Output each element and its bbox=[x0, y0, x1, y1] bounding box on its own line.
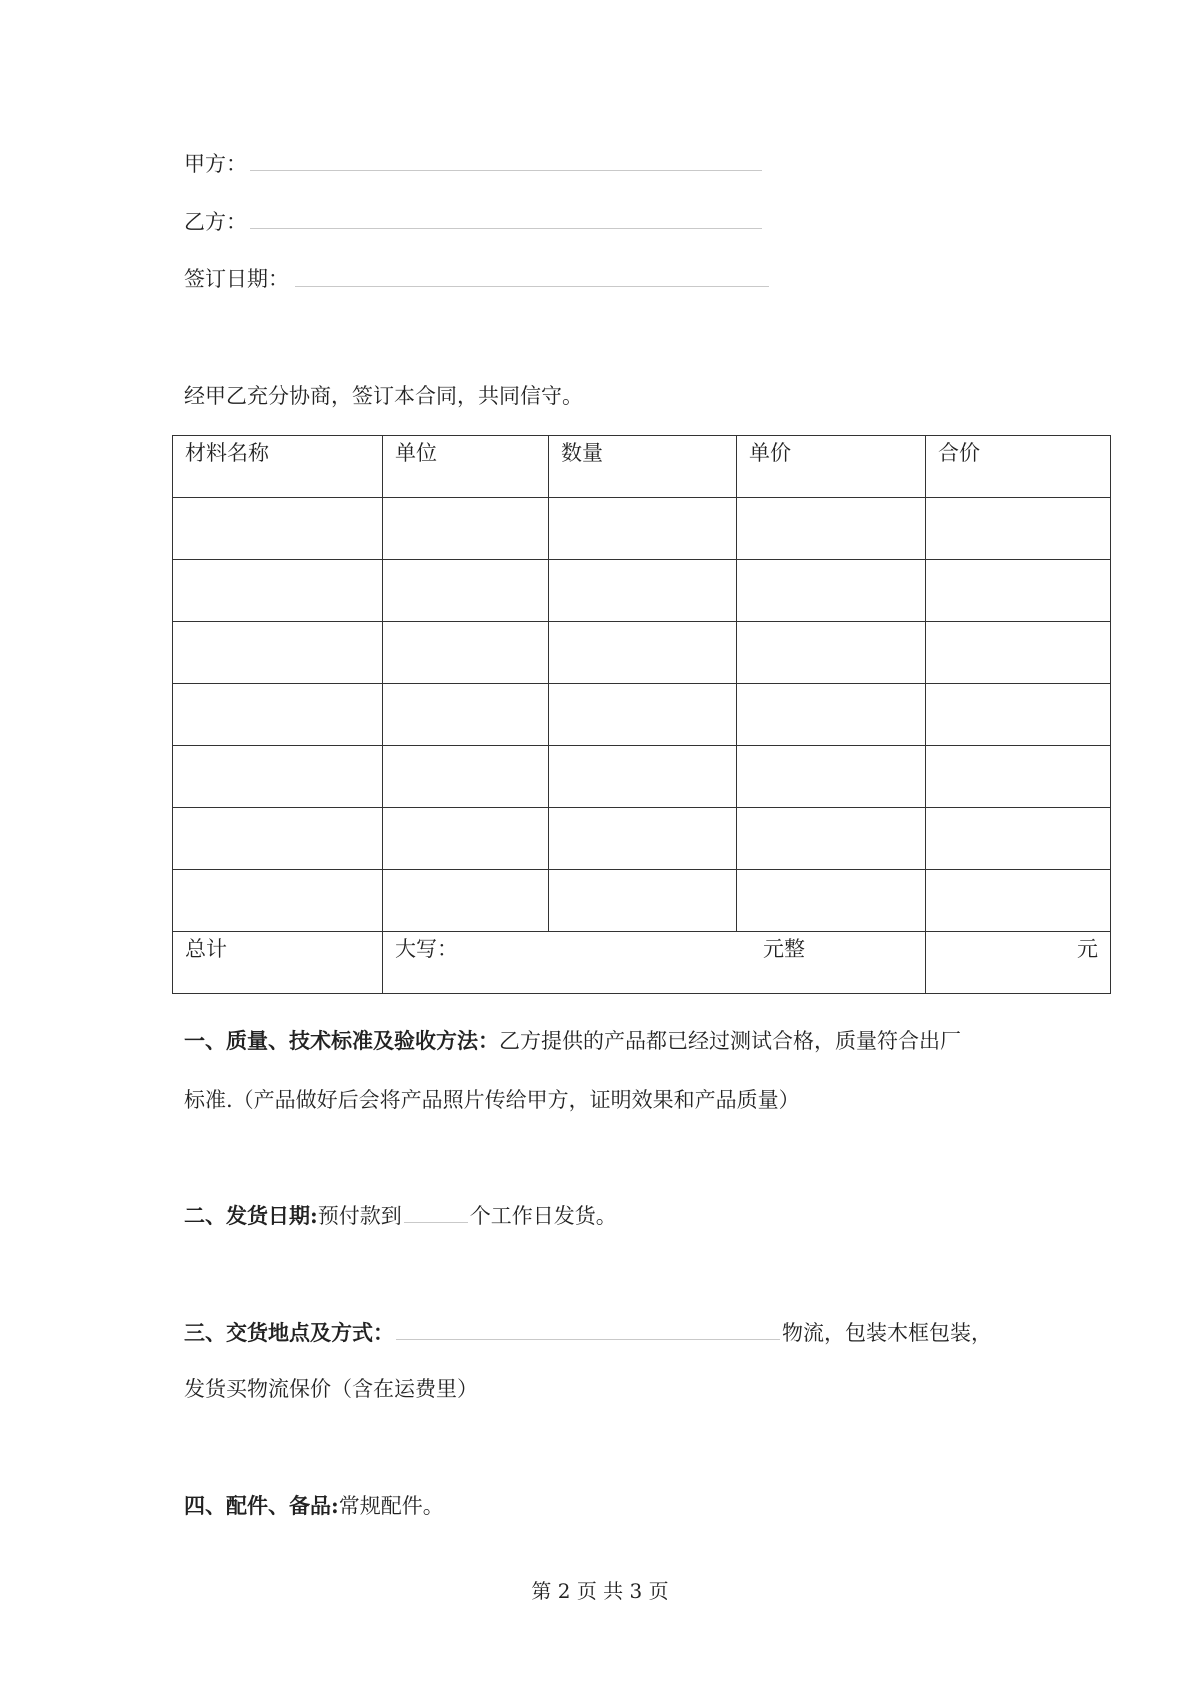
section-3-text-b: 发货买物流保价（含在运费里） bbox=[184, 1377, 478, 1401]
header-quantity: 数量 bbox=[549, 436, 737, 498]
header-unit: 单位 bbox=[383, 436, 549, 498]
table-cell bbox=[926, 808, 1111, 870]
total-label: 总计 bbox=[173, 932, 383, 994]
table-cell bbox=[549, 808, 737, 870]
table-cell bbox=[549, 560, 737, 622]
table-cell bbox=[173, 622, 383, 684]
intro-text: 经甲乙充分协商，签订本合同，共同信守。 bbox=[184, 384, 583, 408]
table-cell bbox=[383, 498, 549, 560]
section-4-line bbox=[184, 1490, 444, 1520]
table-cell bbox=[549, 746, 737, 808]
yuan-zheng-label: 元整 bbox=[763, 937, 805, 961]
section-3-title: 三、交货地点及方式： bbox=[184, 1320, 394, 1345]
sign-date-label: 签订日期： bbox=[184, 267, 289, 291]
table-cell bbox=[383, 684, 549, 746]
section-1-text-b: 标准.（产品做好后会将产品照片传给甲方，证明效果和产品质量） bbox=[184, 1088, 800, 1112]
table-cell bbox=[737, 808, 926, 870]
table-total-row bbox=[173, 932, 1111, 994]
table-cell bbox=[383, 746, 549, 808]
table-header-row bbox=[173, 436, 1111, 498]
table-cell bbox=[926, 498, 1111, 560]
table-cell bbox=[926, 622, 1111, 684]
table-cell bbox=[926, 870, 1111, 932]
table-cell bbox=[173, 746, 383, 808]
table-cell bbox=[926, 684, 1111, 746]
table-row bbox=[173, 498, 1111, 560]
header-unit-price: 单价 bbox=[737, 436, 926, 498]
section-2-text-a: 预付款到 bbox=[317, 1204, 402, 1228]
table-cell bbox=[549, 684, 737, 746]
table-row bbox=[173, 684, 1111, 746]
party-a-blank-line bbox=[250, 170, 762, 171]
table-cell bbox=[737, 746, 926, 808]
table-cell bbox=[383, 560, 549, 622]
header-total-price: 合价 bbox=[926, 436, 1111, 498]
table-cell bbox=[549, 498, 737, 560]
table-cell bbox=[549, 622, 737, 684]
header-material-name: 材料名称 bbox=[173, 436, 383, 498]
table-row bbox=[173, 808, 1111, 870]
section-1-line-1 bbox=[184, 1025, 961, 1055]
total-yuan-cell: 元 bbox=[926, 932, 1111, 994]
table-cell bbox=[737, 870, 926, 932]
table-row bbox=[173, 560, 1111, 622]
sign-date-blank-line bbox=[295, 286, 769, 287]
table-cell bbox=[173, 498, 383, 560]
table-cell bbox=[173, 560, 383, 622]
section-4-title: 四、配件、备品: bbox=[184, 1493, 339, 1518]
table-cell bbox=[383, 808, 549, 870]
table-cell bbox=[926, 560, 1111, 622]
section-2-text-b: 个工作日发货。 bbox=[469, 1204, 617, 1228]
section-3-text-a: 物流，包装木框包装， bbox=[782, 1321, 992, 1345]
table-cell bbox=[383, 870, 549, 932]
table-row bbox=[173, 622, 1111, 684]
section-2-line bbox=[184, 1200, 617, 1230]
table-row bbox=[173, 746, 1111, 808]
party-b-blank-line bbox=[250, 228, 762, 229]
total-uppercase-cell bbox=[383, 932, 926, 994]
table-cell bbox=[737, 560, 926, 622]
materials-table bbox=[172, 435, 1111, 994]
table-cell bbox=[173, 684, 383, 746]
table-cell bbox=[737, 684, 926, 746]
section-1-title: 一、质量、技术标准及验收方法： bbox=[184, 1028, 499, 1053]
page-number-footer: 第 2 页 共 3 页 bbox=[531, 1579, 669, 1603]
party-b-label: 乙方： bbox=[184, 210, 247, 234]
table-cell bbox=[173, 870, 383, 932]
table-row bbox=[173, 870, 1111, 932]
delivery-place-blank-line bbox=[396, 1319, 780, 1340]
section-4-text: 常规配件。 bbox=[338, 1494, 444, 1518]
section-1-text-a: 乙方提供的产品都已经过测试合格，质量符合出厂 bbox=[499, 1029, 961, 1053]
table-cell bbox=[926, 746, 1111, 808]
table-cell bbox=[383, 622, 549, 684]
table-cell bbox=[737, 498, 926, 560]
uppercase-label: 大写： bbox=[395, 937, 458, 961]
table-cell bbox=[549, 870, 737, 932]
section-3-line-1 bbox=[184, 1317, 992, 1347]
workdays-blank-line bbox=[404, 1204, 468, 1223]
section-2-title: 二、发货日期: bbox=[184, 1203, 318, 1228]
party-a-label: 甲方： bbox=[184, 152, 247, 176]
table-cell bbox=[737, 622, 926, 684]
table-cell bbox=[173, 808, 383, 870]
